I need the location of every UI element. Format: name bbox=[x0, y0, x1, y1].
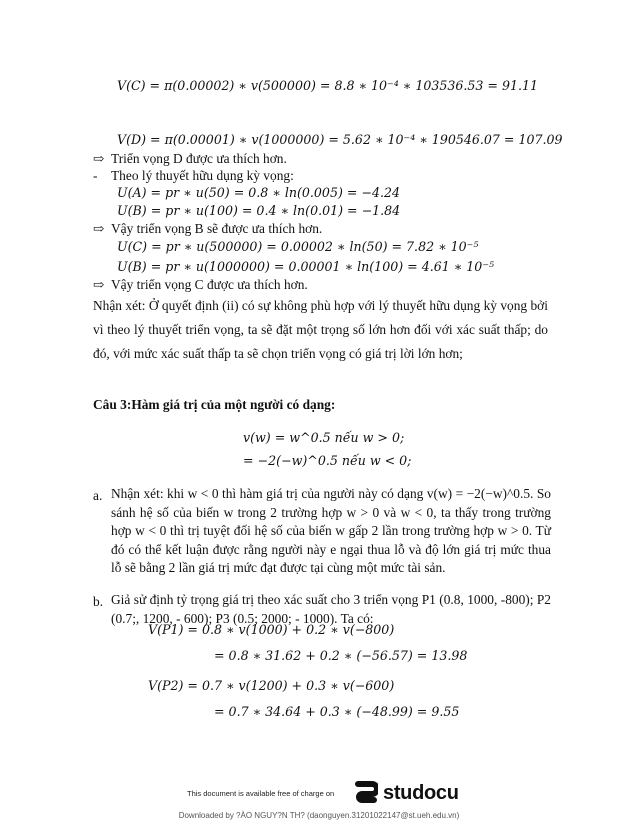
value-function-positive: v(w) = w^0.5 nếu w > 0; bbox=[243, 430, 405, 445]
arrow-icon: ⇨ bbox=[93, 277, 105, 292]
studocu-s-icon bbox=[354, 779, 378, 807]
remark-paragraph: Nhận xét: Ở quyết định (ii) có sự không phù hợp với lý thuyết hữu dụng kỳ vọng bởi vì theo lý thuyết triển vọng, ta sẽ đặt một trọng số lớn hơn đối với xác suất thấp; do đó, với mức xác suất thấp ta sẽ chọn triển vọng có giá trị lời lớn hơn; bbox=[93, 298, 548, 361]
equation-ub2: U(B) = pr ∗ u(1000000) = 0.00001 ∗ ln(100) = 4.61 ∗ 10⁻⁵ bbox=[117, 259, 495, 274]
equation-vc: V(C) = π(0.00002) ∗ v(500000) = 8.8 ∗ 10⁻⁴ ∗ 103536.53 = 91.11 bbox=[117, 78, 539, 93]
equation-vp1-result: = 0.8 ∗ 31.62 + 0.2 ∗ (−56.57) = 13.98 bbox=[214, 648, 468, 663]
equation-vp1: V(P1) = 0.8 ∗ v(1000) + 0.2 ∗ v(−800) bbox=[148, 622, 395, 637]
equation-ub: U(B) = pr ∗ u(100) = 0.4 ∗ ln(0.01) = −1.84 bbox=[117, 203, 401, 218]
item-b-text: Giả sử định tỷ trọng giá trị theo xác suất cho 3 triển vọng P1 (0.8, 1000, -800); P2 (0.7;, 1200, - 600); P3 (0.5; 2000; - 1000). Ta có: bbox=[111, 592, 551, 626]
value-function-negative: = −2(−w)^0.5 nếu w < 0; bbox=[243, 453, 412, 468]
equation-uc2: U(C) = pr ∗ u(500000) = 0.00002 ∗ ln(50) = 7.82 ∗ 10⁻⁵ bbox=[117, 239, 479, 254]
question-3-heading: Câu 3:Hàm giá trị của một người có dạng: bbox=[93, 397, 336, 412]
equation-ua: U(A) = pr ∗ u(50) = 0.8 ∗ ln(0.005) = −4.24 bbox=[117, 185, 401, 200]
conclusion-c: ⇨ Vậy triển vọng C được ưa thích hơn. bbox=[93, 277, 308, 292]
download-note: Downloaded by ?ÀO NGUY?N TH? (daonguyen.31201022147@st.ueh.edu.vn) bbox=[178, 811, 460, 820]
studocu-logo[interactable] bbox=[354, 779, 459, 807]
arrow-icon: ⇨ bbox=[93, 151, 105, 166]
item-a-text: Nhận xét: khi w < 0 thì hàm giá trị của người này có dạng v(w) = −2(−w)^0.5. So sánh hệ số của biến w trong 2 trường hợp w > 0 và w < 0, ta thấy trong trường hợp w < 0 thì trị tuyệt đối hệ số của biến w gấp 2 lần trong trường hợp w > 0. Từ đó có thể kết luận được rằng người này e ngại thua lỗ và độ lớn giá trị mức thua lỗ sẽ bằng 2 lần giá trị mức đạt được tại cùng một mức tài sản. bbox=[111, 486, 551, 575]
conclusion-b: ⇨ Vậy triển vọng B sẽ được ưa thích hơn. bbox=[93, 221, 323, 236]
equation-vp2-result: = 0.7 ∗ 34.64 + 0.3 ∗ (−48.99) = 9.55 bbox=[214, 704, 460, 719]
theory-intro: - Theo lý thuyết hữu dụng kỳ vọng: bbox=[93, 168, 294, 183]
item-a-marker: a. bbox=[93, 488, 103, 503]
availability-note: This document is available free of charge on bbox=[187, 789, 335, 798]
item-b-marker: b. bbox=[93, 594, 104, 609]
brand-name: studocu bbox=[383, 781, 459, 804]
dash-marker: - bbox=[93, 168, 98, 183]
equation-vd: V(D) = π(0.00001) ∗ v(1000000) = 5.62 ∗ 10⁻⁴ ∗ 190546.07 = 107.09 bbox=[117, 132, 563, 147]
arrow-icon: ⇨ bbox=[93, 221, 105, 236]
equation-vp2: V(P2) = 0.7 ∗ v(1200) + 0.3 ∗ v(−600) bbox=[148, 678, 395, 693]
conclusion-d: ⇨ Triển vọng D được ưa thích hơn. bbox=[93, 151, 287, 166]
